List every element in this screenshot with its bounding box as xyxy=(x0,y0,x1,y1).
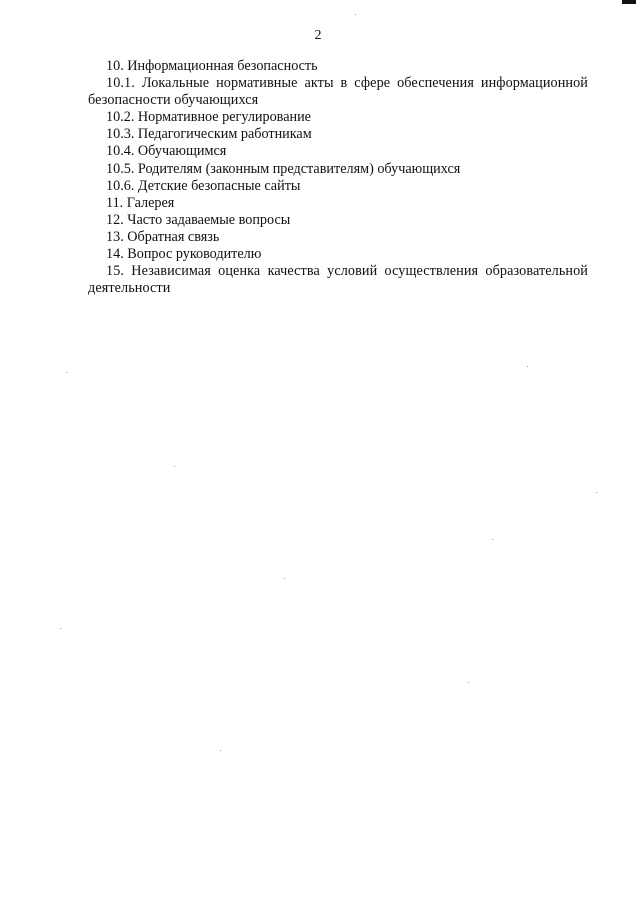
toc-item-10-4: 10.4. Обучающимся xyxy=(106,143,227,160)
scan-speck xyxy=(355,14,356,15)
scan-speck xyxy=(220,750,221,751)
toc-item-14: 14. Вопрос руководителю xyxy=(106,246,262,263)
toc-item-11: 11. Галерея xyxy=(106,194,175,211)
toc-item-12: 12. Часто задаваемые вопросы xyxy=(106,211,291,228)
scan-speck xyxy=(60,628,61,629)
scan-speck xyxy=(492,539,493,540)
toc-item-15: 15. Независимая оценка качества условий осуществления образовательной деятельности xyxy=(88,263,588,297)
toc-item-10-3: 10.3. Педагогическим работникам xyxy=(106,126,312,143)
toc-item-13: 13. Обратная связь xyxy=(106,228,220,245)
toc-item-10: 10. Информационная безопасность xyxy=(106,58,318,74)
toc-item-10-2: 10.2. Нормативное регулирование xyxy=(106,109,311,126)
page-number: 2 xyxy=(314,28,322,43)
scan-speck xyxy=(527,366,528,367)
toc-item-10-5: 10.5. Родителям (законным представителям) обучающихся xyxy=(106,160,461,177)
table-of-contents xyxy=(88,58,588,297)
scan-speck xyxy=(468,682,469,683)
toc-item-10-6: 10.6. Детские безопасные сайты xyxy=(106,177,301,194)
scan-speck xyxy=(596,492,597,493)
scan-speck xyxy=(174,466,175,467)
scan-corner-mark xyxy=(622,0,636,4)
scan-speck xyxy=(284,578,285,579)
toc-item-10-1: 10.1. Локальные нормативные акты в сфере обеспечения информационной безопасности обучающихся xyxy=(88,75,588,109)
scan-speck xyxy=(66,372,67,373)
